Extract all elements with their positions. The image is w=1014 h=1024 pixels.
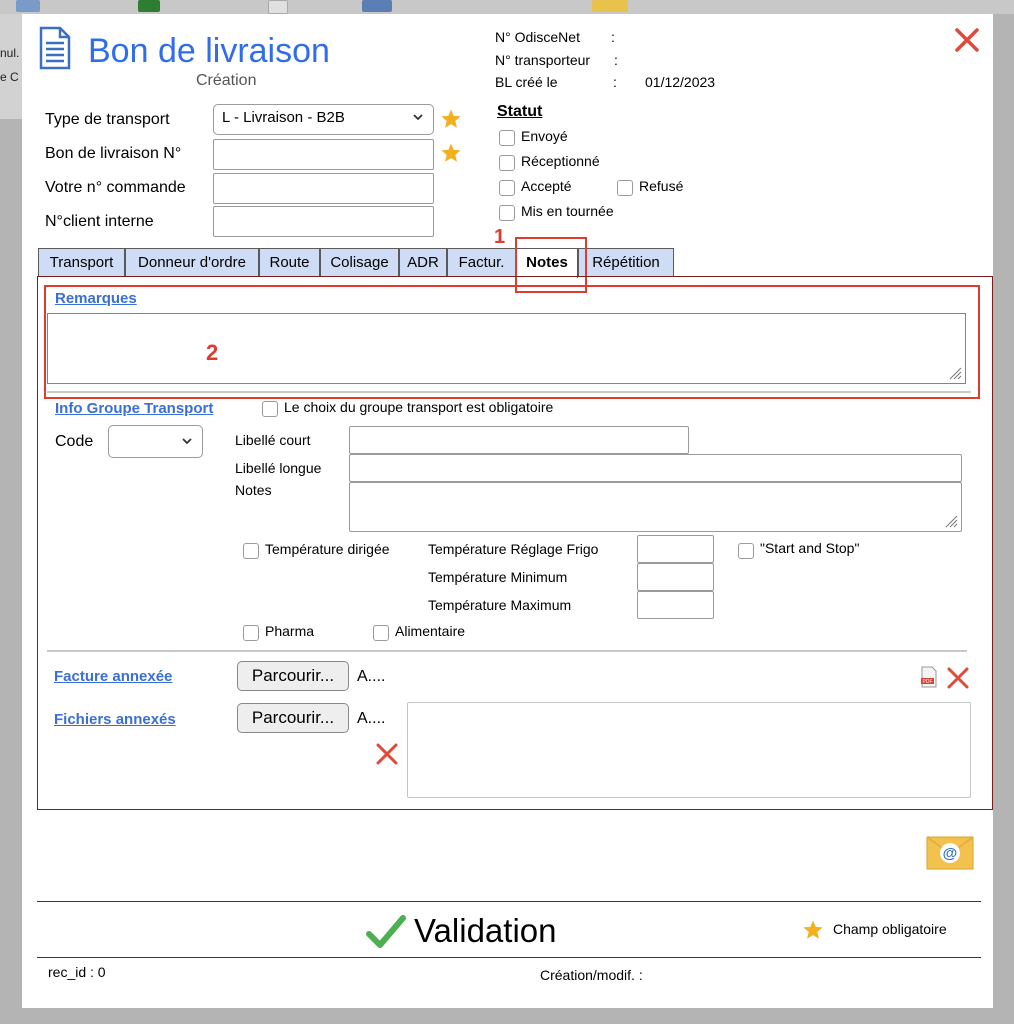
validation-button[interactable]: Validation <box>414 912 557 949</box>
libelle-court-input[interactable] <box>349 426 689 454</box>
receptionne-checkbox[interactable] <box>499 155 515 171</box>
rec-id: rec_id : 0 <box>48 964 106 980</box>
start-stop-label: "Start and Stop" <box>760 540 860 556</box>
odiscenet-separator: : <box>611 29 615 45</box>
odiscenet-label: N° OdisceNet <box>495 29 580 45</box>
document-icon <box>38 26 72 70</box>
tab-donneur-ordre[interactable]: Donneur d'ordre <box>125 248 259 276</box>
accepte-label: Accepté <box>521 178 572 194</box>
page-title: Bon de livraison <box>88 32 330 70</box>
tab-transport[interactable]: Transport <box>38 248 125 276</box>
delete-icon[interactable] <box>946 666 970 690</box>
bon-livraison-input[interactable] <box>213 139 434 170</box>
notes-textarea[interactable] <box>349 482 962 532</box>
bl-cree-label: BL créé le <box>495 74 558 90</box>
background-icon <box>16 0 40 12</box>
fichiers-annexes-label[interactable]: Fichiers annexés <box>54 711 176 728</box>
tab-repetition[interactable]: Répétition <box>578 248 674 276</box>
notes-label: Notes <box>235 482 272 498</box>
bl-cree-separator: : <box>613 74 617 90</box>
groupe-obligatoire-checkbox[interactable] <box>262 401 278 417</box>
page-subtitle: Création <box>196 72 257 89</box>
star-icon <box>440 142 462 164</box>
groupe-obligatoire-label: Le choix du groupe transport est obligatoire <box>284 399 554 415</box>
refuse-label: Refusé <box>639 178 684 194</box>
temperature-maximum-label: Température Maximum <box>428 597 572 613</box>
mis-en-tournee-label: Mis en tournée <box>521 203 614 219</box>
accepte-checkbox[interactable] <box>499 180 515 196</box>
bon-livraison-label: Bon de livraison N° <box>45 145 182 162</box>
annotation-number-1: 1 <box>494 226 506 248</box>
tab-colisage[interactable]: Colisage <box>320 248 399 276</box>
champ-obligatoire-label: Champ obligatoire <box>833 921 947 937</box>
tab-adr[interactable]: ADR <box>399 248 447 276</box>
refuse-checkbox[interactable] <box>617 180 633 196</box>
temperature-minimum-input[interactable] <box>637 563 714 591</box>
commande-input[interactable] <box>213 173 434 204</box>
star-icon <box>440 108 462 130</box>
envoye-label: Envoyé <box>521 128 568 144</box>
close-icon[interactable] <box>953 26 981 54</box>
receptionne-label: Réceptionné <box>521 153 600 169</box>
checkmark-icon[interactable] <box>366 914 406 950</box>
mis-en-tournee-checkbox[interactable] <box>499 205 515 221</box>
delete-icon[interactable] <box>375 742 399 766</box>
svg-text:@: @ <box>942 845 958 862</box>
email-icon[interactable] <box>926 836 974 870</box>
section-divider <box>47 650 967 652</box>
star-icon <box>802 919 824 941</box>
alimentaire-label: Alimentaire <box>395 623 466 639</box>
pharma-label: Pharma <box>265 623 315 639</box>
fichiers-browse-button[interactable]: Parcourir... <box>237 703 349 733</box>
alimentaire-checkbox[interactable] <box>373 625 389 641</box>
background-left-panel <box>0 14 22 119</box>
footer-divider <box>37 957 981 958</box>
temperature-maximum-input[interactable] <box>637 591 714 619</box>
temperature-reglage-label: Température Réglage Frigo <box>428 541 599 557</box>
temperature-dirigee-checkbox[interactable] <box>243 543 259 559</box>
background-email-icon <box>592 0 628 12</box>
facture-file-status: A.... <box>357 668 386 685</box>
statut-title: Statut <box>497 103 543 120</box>
footer-divider <box>37 901 981 902</box>
fichiers-file-status: A.... <box>357 710 386 727</box>
transporteur-label: N° transporteur <box>495 52 591 68</box>
bl-cree-date: 01/12/2023 <box>645 74 716 90</box>
facture-annexee-label[interactable]: Facture annexée <box>54 668 173 685</box>
facture-browse-button[interactable]: Parcourir... <box>237 661 349 691</box>
remarques-textarea[interactable] <box>47 313 966 384</box>
type-transport-select[interactable] <box>213 104 434 135</box>
fichiers-list-box[interactable] <box>407 702 971 798</box>
background-file-icon <box>268 0 288 14</box>
annotation-number-2: 2 <box>206 340 219 365</box>
resize-grip-icon <box>944 514 958 528</box>
temperature-dirigee-label: Température dirigée <box>265 541 390 557</box>
background-calendar-icon <box>362 0 392 12</box>
code-select[interactable] <box>108 425 203 458</box>
temperature-reglage-input[interactable] <box>637 535 714 563</box>
chevron-down-icon <box>412 111 424 123</box>
svg-text:PDF: PDF <box>922 679 933 685</box>
background-excel-icon <box>138 0 160 12</box>
chevron-down-icon <box>181 435 193 447</box>
pharma-checkbox[interactable] <box>243 625 259 641</box>
libelle-longue-label: Libellé longue <box>235 460 322 476</box>
tab-route[interactable]: Route <box>259 248 320 276</box>
start-stop-checkbox[interactable] <box>738 543 754 559</box>
transporteur-separator: : <box>614 52 618 68</box>
libelle-court-label: Libellé court <box>235 432 311 448</box>
type-transport-value: L - Livraison - B2B <box>222 109 345 126</box>
tab-notes[interactable]: Notes <box>516 248 578 278</box>
envoye-checkbox[interactable] <box>499 130 515 146</box>
client-interne-input[interactable] <box>213 206 434 237</box>
section-divider <box>47 391 971 393</box>
background-text: e C <box>0 70 19 84</box>
code-label: Code <box>55 433 94 450</box>
pdf-icon[interactable] <box>920 666 938 688</box>
commande-label: Votre n° commande <box>45 179 186 196</box>
type-transport-label: Type de transport <box>45 111 170 128</box>
temperature-minimum-label: Température Minimum <box>428 569 568 585</box>
tab-facturation[interactable]: Factur. <box>447 248 516 276</box>
remarques-label[interactable]: Remarques <box>55 290 137 307</box>
libelle-longue-input[interactable] <box>349 454 962 482</box>
creation-modif-label: Création/modif. : <box>540 967 643 983</box>
resize-grip-icon <box>948 366 962 380</box>
info-groupe-transport-label[interactable]: Info Groupe Transport <box>55 400 214 417</box>
background-text: nul. <box>0 46 20 60</box>
client-interne-label: N°client interne <box>45 213 154 230</box>
